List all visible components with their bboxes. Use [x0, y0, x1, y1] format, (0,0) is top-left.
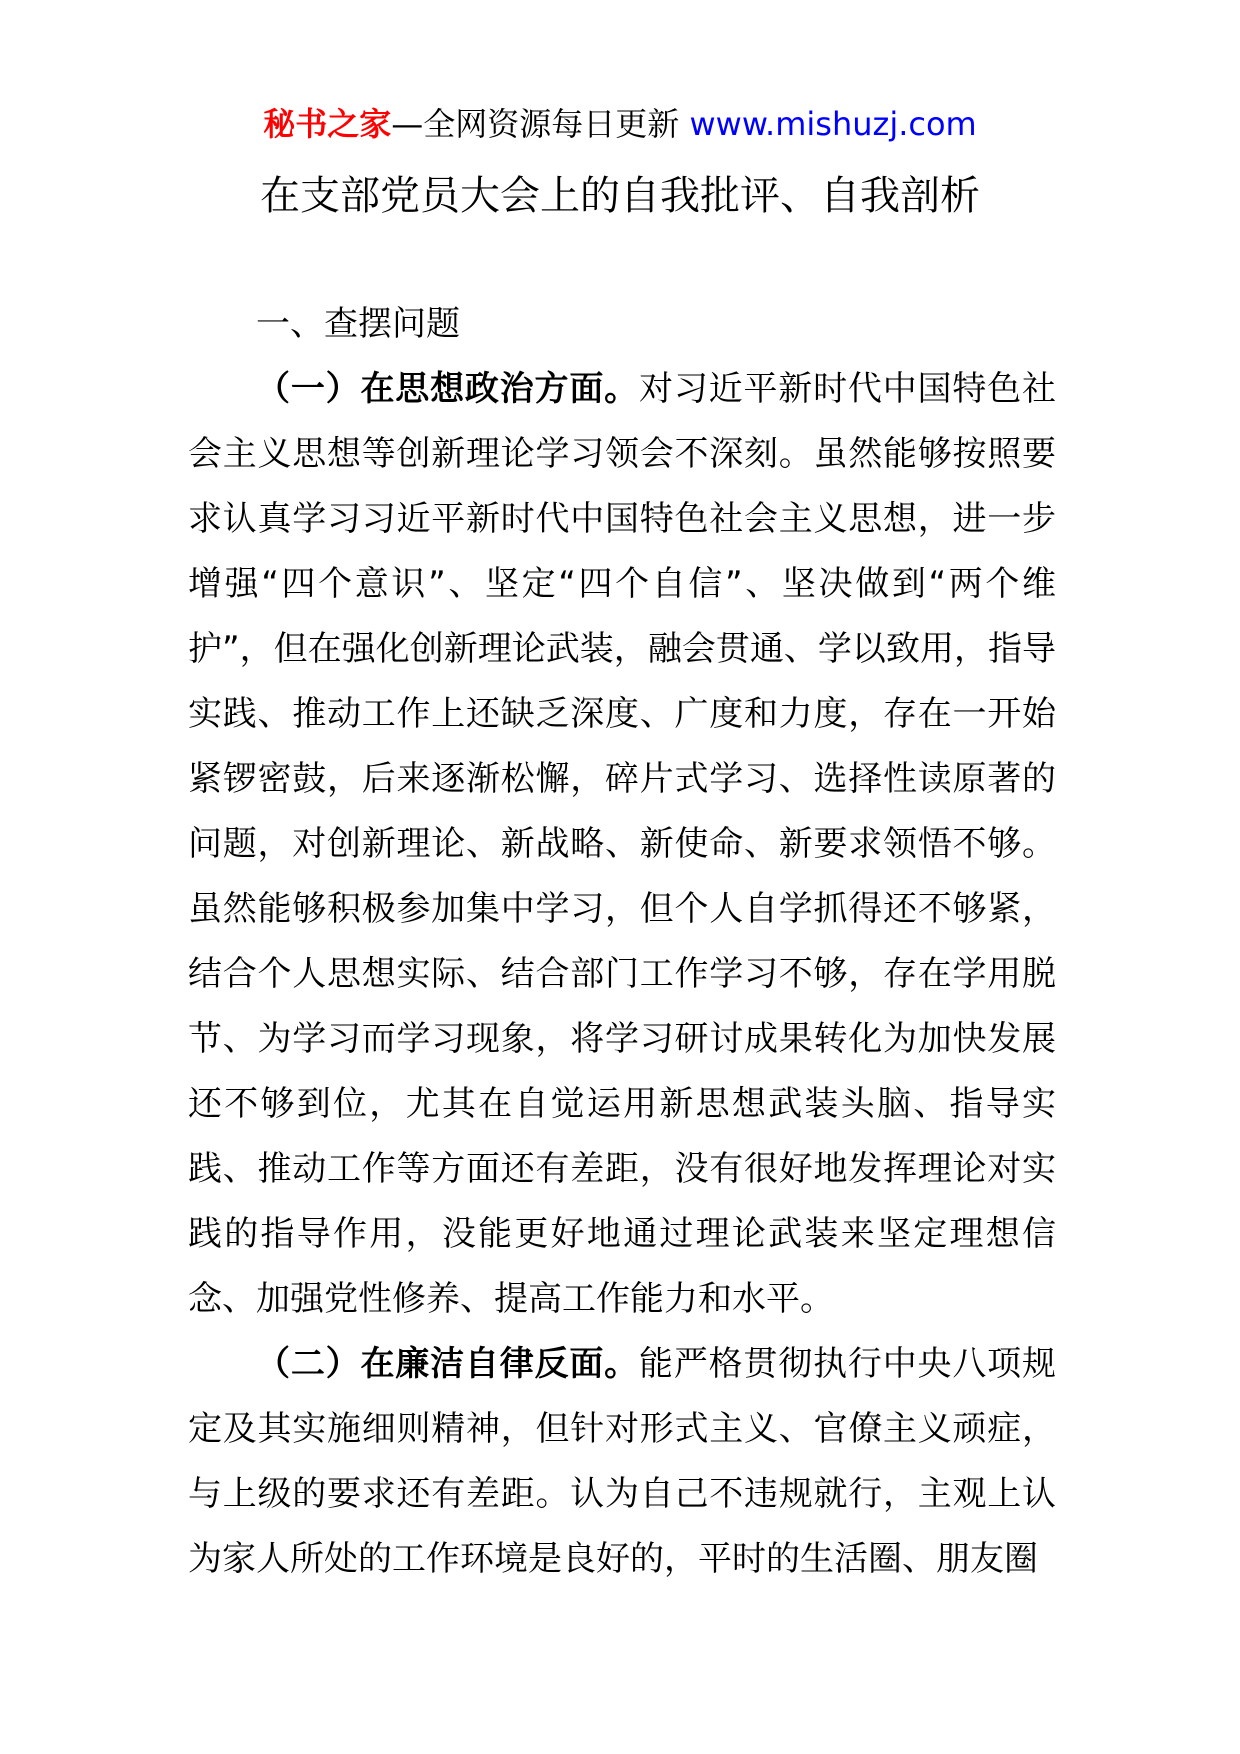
paragraph-lead: （一）在思想政治方面。 — [256, 369, 639, 409]
document-title: 在支部党员大会上的自我批评、自我剖析 — [260, 173, 980, 219]
document-body — [188, 292, 1056, 1592]
brand-name: 秘书之家 — [263, 105, 392, 143]
paragraph-integrity — [188, 1332, 1056, 1592]
site-url-link[interactable]: www.mishuzj.com — [689, 105, 977, 143]
site-banner — [0, 100, 1240, 148]
paragraph-text: 能严格贯彻执行中央八项规定及其实施细则精神，但针对形式主义、官僚主义顽症，与上级的要求还有差距。认为自己不违规就行，主观上认为家人所处的工作环境是良好的，平时的生活圈、朋友圈 — [188, 1344, 1056, 1579]
paragraph-ideology — [188, 357, 1056, 1332]
section-heading: 一、查摆问题 — [256, 304, 460, 344]
banner-slogan: —全网资源每日更新 — [391, 105, 690, 143]
paragraph-lead: （二）在廉洁自律反面。 — [256, 1344, 639, 1384]
paragraph-text: 对习近平新时代中国特色社会主义思想等创新理论学习领会不深刻。虽然能够按照要求认真学习习近平新时代中国特色社会主义思想，进一步增强“四个意识”、坚定“四个自信”、坚决做到“两个维护”，但在强化创新理论武装，融会贯通、学以致用，指导实践、推动工作上还缺乏深度、广度和力度，存在一开始紧锣密鼓，后来逐渐松懈，碎片式学习、选择性读原著的问题，对创新理论、新战略、新使命、新要求领悟不够。虽然能够积极参加集中学习，但个人自学抓得还不够紧，结合个人思想实际、结合部门工作学习不够，存在学用脱节、为学习而学习现象，将学习研讨成果转化为加快发展还不够到位，尤其在自觉运用新思想武装头脑、指导实践、推动工作等方面还有差距，没有很好地发挥理论对实践的指导作用，没能更好地通过理论武装来坚定理想信念、加强党性修养、提高工作能力和水平。 — [188, 369, 1056, 1319]
